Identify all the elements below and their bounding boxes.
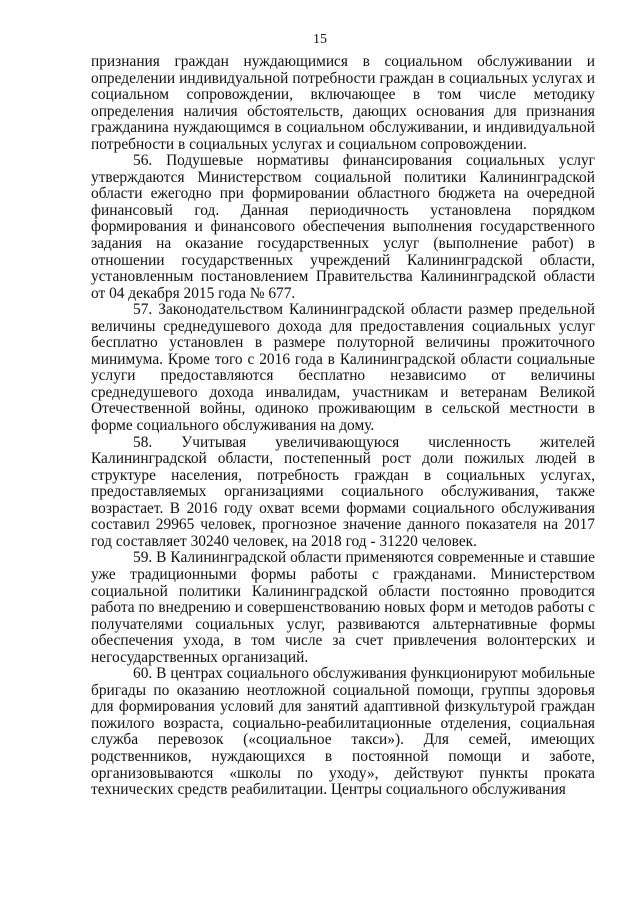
paragraph-56: 56. Подушевые нормативы финансирования социальных услуг утверждаются Министерством социальной политики Калининградской области ежегодно при формировании областного бюджета на очередной финансовый год. Данная периодичность установлена порядком формирования и финансового обеспечения выполнения государственного задания на оказание государственных услуг (выполнение работ) в отношении государственных учреждений Калининградской области, установленным постановлением Правительства Калининградской области от 04 декабря 2015 года № 677. bbox=[91, 152, 595, 302]
document-body bbox=[91, 54, 595, 799]
paragraph-continuation: признания граждан нуждающимися в социальном обслуживании и определении индивидуальной потребности граждан в социальных услугах и социальном сопровождении, включающее в том числе методику определения наличия обстоятельств, дающих основания для признания гражданина нуждающимся в социальном обслуживании, и индивидуальной потребности в социальных услугах и социальном сопровождении. bbox=[91, 53, 595, 153]
paragraph-58: 58. Учитывая увеличивающуюся численность жителей Калининградской области, постепенный рост доли пожилых людей в структуре населения, потребность граждан в социальных услугах, предоставляемых организациями социального обслуживания, также возрастает. В 2016 году охват всеми формами социального обслуживания составил 29965 человек, прогнозное значение данного показателя на 2017 год составляет 30240 человек, на 2018 год - 31220 человек. bbox=[91, 433, 595, 550]
page-number: 15 bbox=[313, 32, 327, 47]
paragraph-57: 57. Законодательством Калининградской области размер предельной величины среднедушевого дохода для предоставления социальных услуг бесплатно установлен в размере полуторной величины прожиточного минимума. Кроме того с 2016 года в Калининградской области социальные услуги предоставляются бесплатно независимо от величины среднедушевого дохода инвалидам, участникам и ветеранам Великой Отечественной войны, одиноко проживающим в сельской местности в форме социального обслуживания на дому. bbox=[91, 301, 595, 435]
paragraph-59: 59. В Калининградской области применяются современные и ставшие уже традиционными формы работы с гражданами. Министерством социальной политики Калининградской области постоянно проводится работа по внедрению и совершенствованию новых форм и методов работы с получателями социальных услуг, развиваются альтернативные формы обеспечения ухода, в том числе за счет привлечения волонтерских и негосударственных организаций. bbox=[91, 549, 595, 666]
paragraph-60: 60. В центрах социального обслуживания функционируют мобильные бригады по оказанию неотложной социальной помощи, группы здоровья для формирования условий для занятий адаптивной физкультурой граждан пожилого возраста, социально-реабилитационные отделения, социальная служба перевозок («социальное такси»). Для семей, имеющих родственников, нуждающихся в постоянной помощи и заботе, организовываются «школы по уходу», действуют пункты проката технических средств реабилитации. Центры социального обслуживания bbox=[91, 665, 595, 799]
